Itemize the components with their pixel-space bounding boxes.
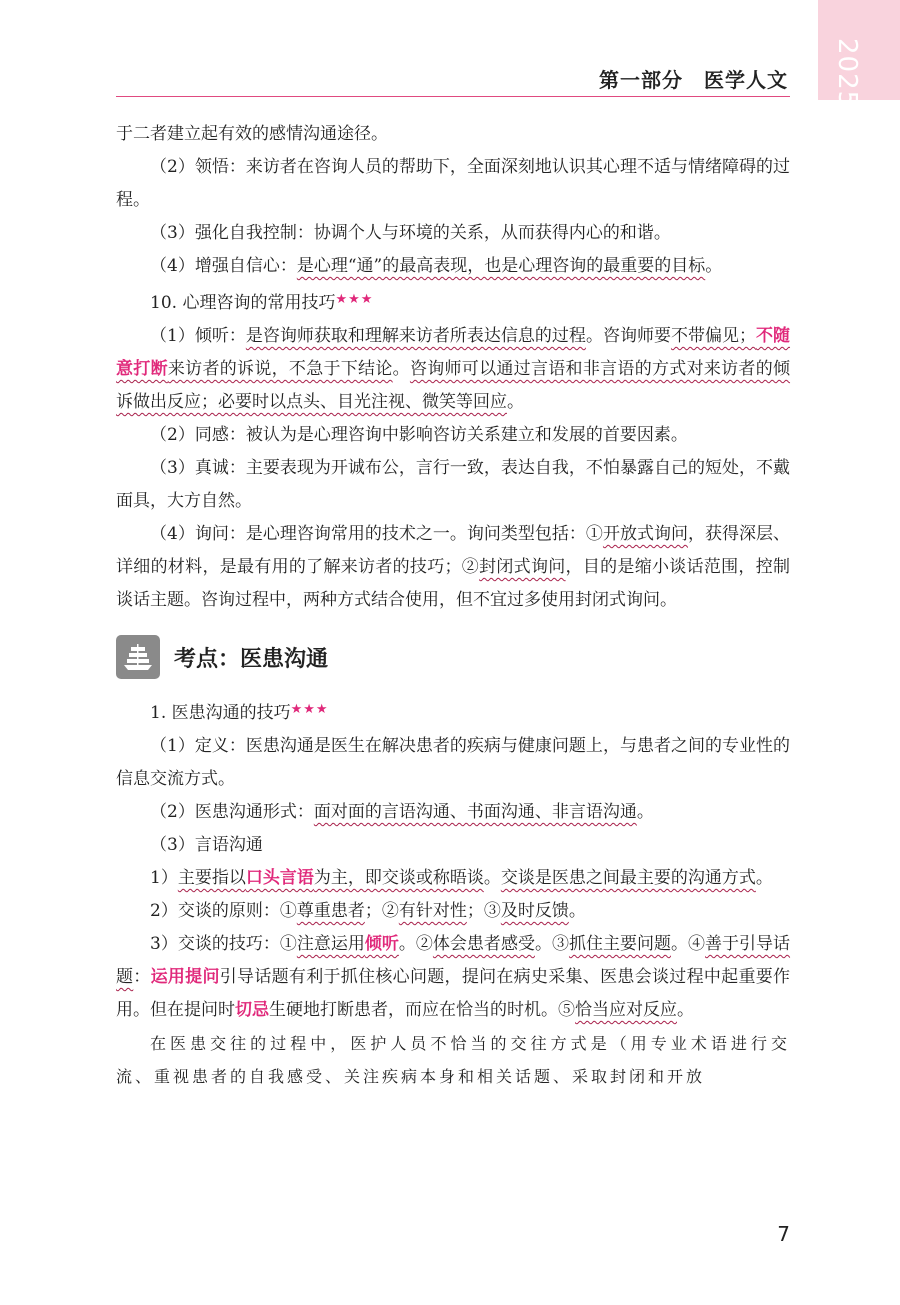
importance-stars: ★★★: [290, 702, 329, 717]
heading-communication-skills: 1. 医患沟通的技巧★★★: [150, 702, 329, 723]
paragraph-sincerity: （3）真诚：主要表现为开诚布公，言行一致，表达自我，不怕暴露自己的短处，不戴面具，大方自然。: [116, 458, 790, 511]
paragraph-verbal-main: 1）主要指以口头言语为主，即交谈或称晤谈。交谈是医患之间最主要的沟通方式。: [150, 868, 773, 888]
paragraph-self-control: （3）强化自我控制：协调个人与环境的关系，从而获得内心的和谐。: [150, 223, 671, 243]
year-tab: [818, 0, 900, 109]
paragraph-insight: （2）领悟：来访者在咨询人员的帮助下，全面深刻地认识其心理不适与情绪障碍的过程。: [116, 157, 790, 210]
paragraph-definition: （1）定义：医患沟通是医生在解决患者的疾病与健康问题上，与患者之间的专业性的信息交流方式。: [116, 736, 790, 789]
emphasis-underline: 是心理“通”的最高表现，也是心理咨询的最重要的目标: [296, 256, 706, 276]
paragraph-talk-techniques: 3）交谈的技巧：①注意运用倾听。②体会患者感受。③抓住主要问题。④善于引导话题：运用提问引导话题有利于抓住核心问题，提问在病史采集、医患会谈过程中起重要作用。但在提问时切忌生硬地打断患者，而应在恰当的时机。⑤恰当应对反应。: [116, 934, 791, 1020]
key-term-highlight: 倾听: [364, 934, 399, 954]
key-term-highlight: 运用提问: [150, 967, 220, 987]
key-term-highlight: 切忌: [235, 1000, 269, 1020]
paragraph-talk-principles: 2）交谈的原则：①尊重患者；②有针对性；③及时反馈。: [150, 901, 586, 921]
paragraph-confidence: （4）增强自信心：是心理“通”的最高表现，也是心理咨询的最重要的目标。: [150, 256, 723, 276]
paragraph-empathy: （2）同感：被认为是心理咨询中影响咨访关系建立和发展的首要因素。: [150, 425, 688, 445]
ship-icon: [116, 635, 160, 679]
section-heading: [116, 627, 790, 687]
header-rule: [116, 96, 790, 97]
page-content: [116, 118, 790, 1093]
exam-question-text: 在医患交往的过程中，医护人员不恰当的交往方式是（用专业术语进行交流、重视患者的自我感受、关注疾病本身和相关话题、采取封闭和开放: [116, 1034, 790, 1086]
heading-counseling-techniques: 10. 心理咨询的常用技巧★★★: [150, 292, 374, 313]
paragraph-questioning: （4）询问：是心理咨询常用的技术之一。询问类型包括：①开放式询问，获得深层、详细的材料，是最有用的了解来访者的技巧；②封闭式询问，目的是缩小谈话范围，控制谈话主题。咨询过程中，两种方式结合使用，但不宜过多使用封闭式询问。: [116, 524, 791, 610]
page-number: 7: [777, 1222, 790, 1246]
importance-stars: ★★★: [335, 292, 374, 307]
paragraph-verbal-communication: （3）言语沟通: [150, 835, 263, 855]
section-title: 考点：医患沟通: [174, 646, 329, 672]
tab-year-label: 2025: [832, 38, 862, 109]
key-term-highlight: 不随意打断: [116, 326, 791, 379]
paragraph-communication-forms: （2）医患沟通形式：面对面的言语沟通、书面沟通、非言语沟通。: [150, 802, 654, 822]
paragraph-continuation: 于二者建立起有效的感情沟通途径。: [116, 124, 388, 144]
running-header-title: 第一部分 医学人文: [599, 68, 788, 92]
paragraph-listening: （1）倾听：是咨询师获取和理解来访者所表达信息的过程。咨询师要不带偏见；不随意打断来访者的诉说，不急于下结论。咨询师可以通过言语和非言语的方式对来访者的倾诉做出反应；必要时以点头、目光注视、微笑等回应。: [116, 326, 791, 412]
key-term-highlight: 口头言语: [245, 868, 314, 888]
